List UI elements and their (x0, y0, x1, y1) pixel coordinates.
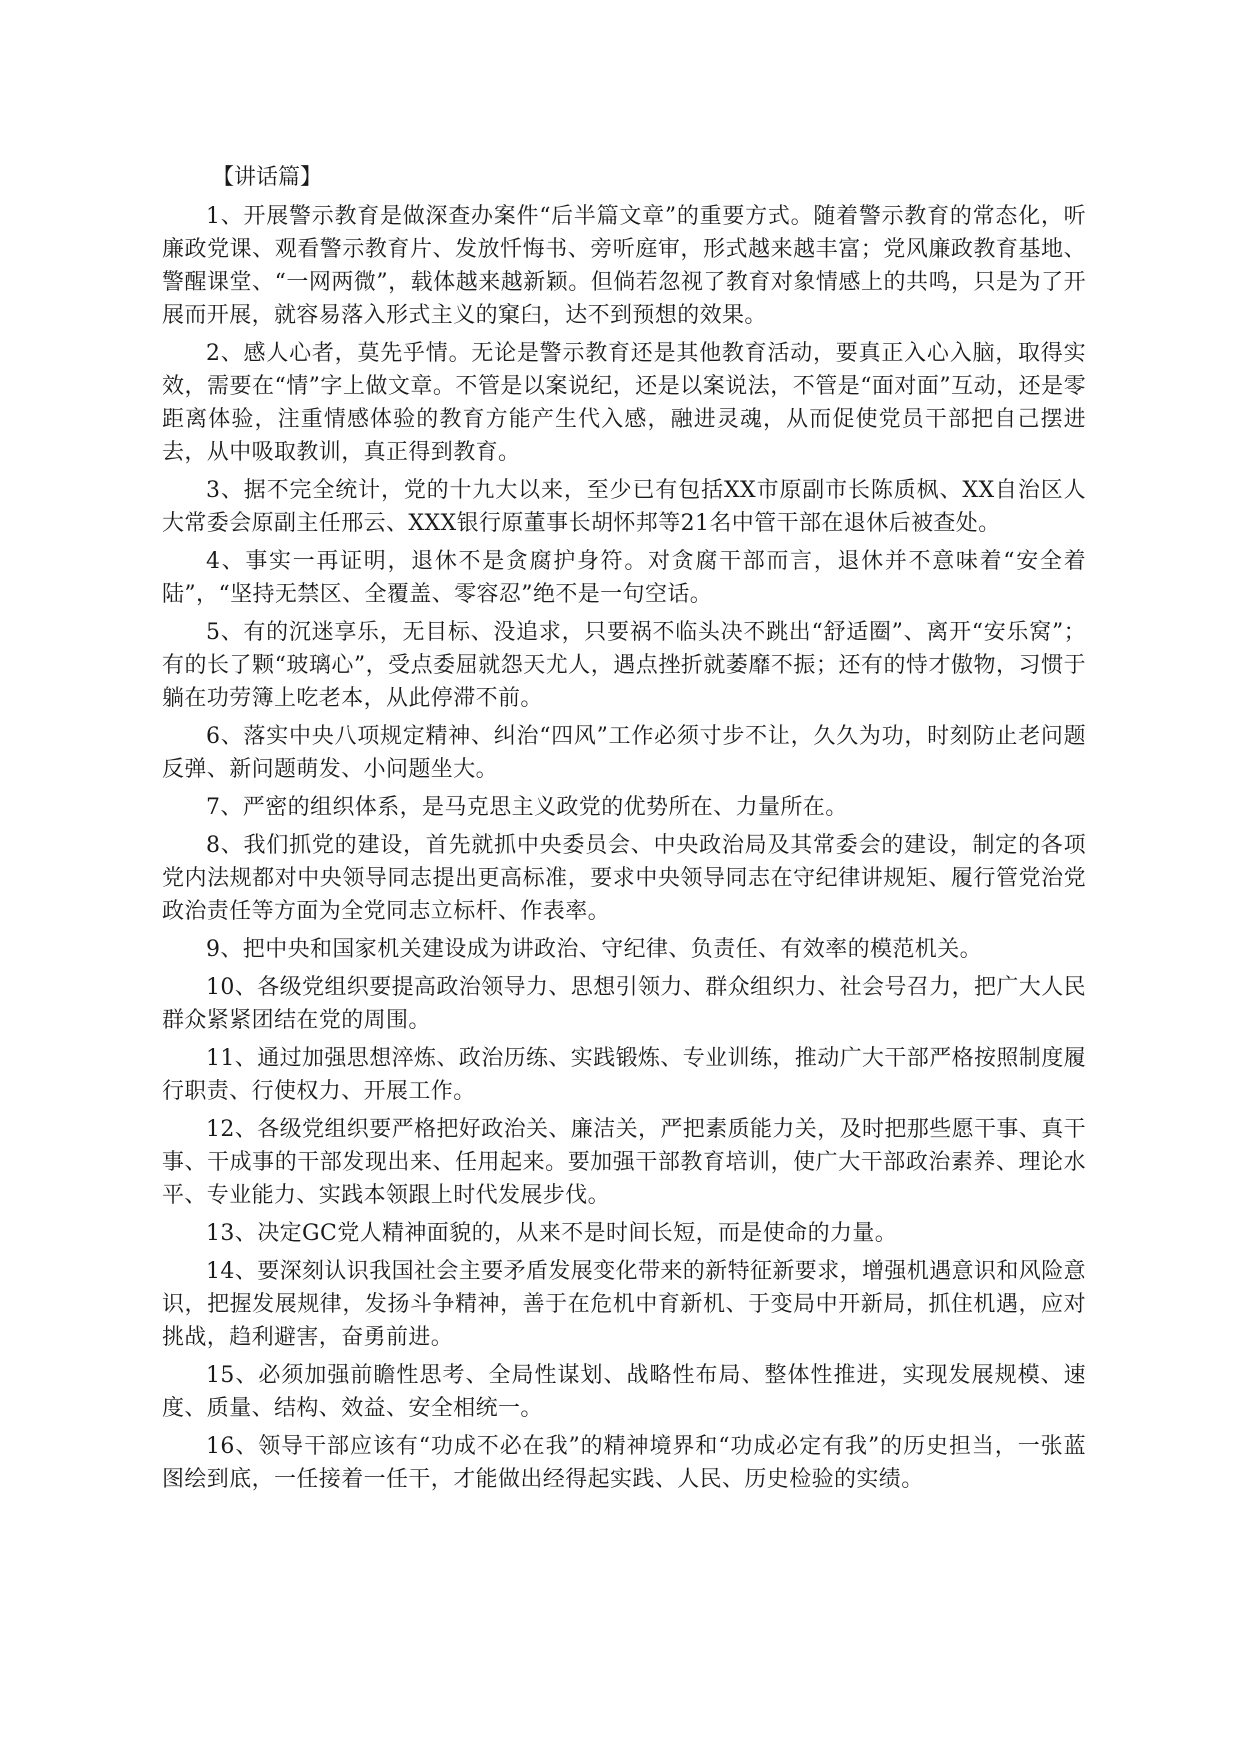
paragraph-11: 11、通过加强思想淬炼、政治历练、实践锻炼、专业训练，推动广大干部严格按照制度履行职责、行使权力、开展工作。 (162, 1046, 1086, 1104)
document-body (162, 162, 1086, 1501)
paragraph-1: 1、开展警示教育是做深查办案件“后半篇文章”的重要方式。随着警示教育的常态化，听廉政党课、观看警示教育片、发放忏悔书、旁听庭审，形式越来越丰富；党风廉政教育基地、警醒课堂、“一网两微”，载体越来越新颖。但倘若忽视了教育对象情感上的共鸣，只是为了开展而开展，就容易落入形式主义的窠臼，达不到预想的效果。 (162, 204, 1086, 328)
paragraph-10: 10、各级党组织要提高政治领导力、思想引领力、群众组织力、社会号召力，把广大人民群众紧紧团结在党的周围。 (162, 975, 1086, 1033)
paragraph-16: 16、领导干部应该有“功成不必在我”的精神境界和“功成必定有我”的历史担当，一张蓝图绘到底，一任接着一任干，才能做出经得起实践、人民、历史检验的实绩。 (162, 1434, 1086, 1492)
paragraph-7: 7、严密的组织体系，是马克思主义政党的优势所在、力量所在。 (206, 795, 848, 820)
section-heading: 【讲话篇】 (212, 165, 323, 190)
paragraph-3: 3、据不完全统计，党的十九大以来，至少已有包括XX市原副市长陈质枫、XX自治区人大常委会原副主任邢云、XXX银行原董事长胡怀邦等21名中管干部在退休后被查处。 (162, 478, 1086, 536)
paragraph-13: 13、决定GC党人精神面貌的，从来不是时间长短，而是使命的力量。 (206, 1221, 898, 1246)
paragraph-14: 14、要深刻认识我国社会主要矛盾发展变化带来的新特征新要求，增强机遇意识和风险意识，把握发展规律，发扬斗争精神，善于在危机中育新机、于变局中开新局，抓住机遇，应对挑战，趋利避害，奋勇前进。 (162, 1259, 1086, 1350)
paragraph-8: 8、我们抓党的建设，首先就抓中央委员会、中央政治局及其常委会的建设，制定的各项党内法规都对中央领导同志提出更高标准，要求中央领导同志在守纪律讲规矩、履行管党治党政治责任等方面为全党同志立标杆、作表率。 (162, 833, 1086, 924)
paragraph-4: 4、事实一再证明，退休不是贪腐护身符。对贪腐干部而言，退休并不意味着“安全着陆”，“坚持无禁区、全覆盖、零容忍”绝不是一句空话。 (162, 549, 1086, 607)
paragraph-6: 6、落实中央八项规定精神、纠治“四风”工作必须寸步不让，久久为功，时刻防止老问题反弹、新问题萌发、小问题坐大。 (162, 724, 1086, 782)
paragraph-15: 15、必须加强前瞻性思考、全局性谋划、战略性布局、整体性推进，实现发展规模、速度、质量、结构、效益、安全相统一。 (162, 1363, 1086, 1421)
paragraph-12: 12、各级党组织要严格把好政治关、廉洁关，严把素质能力关，及时把那些愿干事、真干事、干成事的干部发现出来、任用起来。要加强干部教育培训，使广大干部政治素养、理论水平、专业能力、实践本领跟上时代发展步伐。 (162, 1117, 1086, 1208)
paragraph-5: 5、有的沉迷享乐，无目标、没追求，只要祸不临头决不跳出“舒适圈”、离开“安乐窝”；有的长了颗“玻璃心”，受点委屈就怨天尤人，遇点挫折就萎靡不振；还有的恃才傲物，习惯于躺在功劳簿上吃老本，从此停滞不前。 (162, 620, 1086, 711)
paragraph-9: 9、把中央和国家机关建设成为讲政治、守纪律、负责任、有效率的模范机关。 (206, 937, 982, 962)
paragraph-2: 2、感人心者，莫先乎情。无论是警示教育还是其他教育活动，要真正入心入脑，取得实效，需要在“情”字上做文章。不管是以案说纪，还是以案说法，不管是“面对面”互动，还是零距离体验，注重情感体验的教育方能产生代入感，融进灵魂，从而促使党员干部把自己摆进去，从中吸取教训，真正得到教育。 (162, 341, 1086, 465)
